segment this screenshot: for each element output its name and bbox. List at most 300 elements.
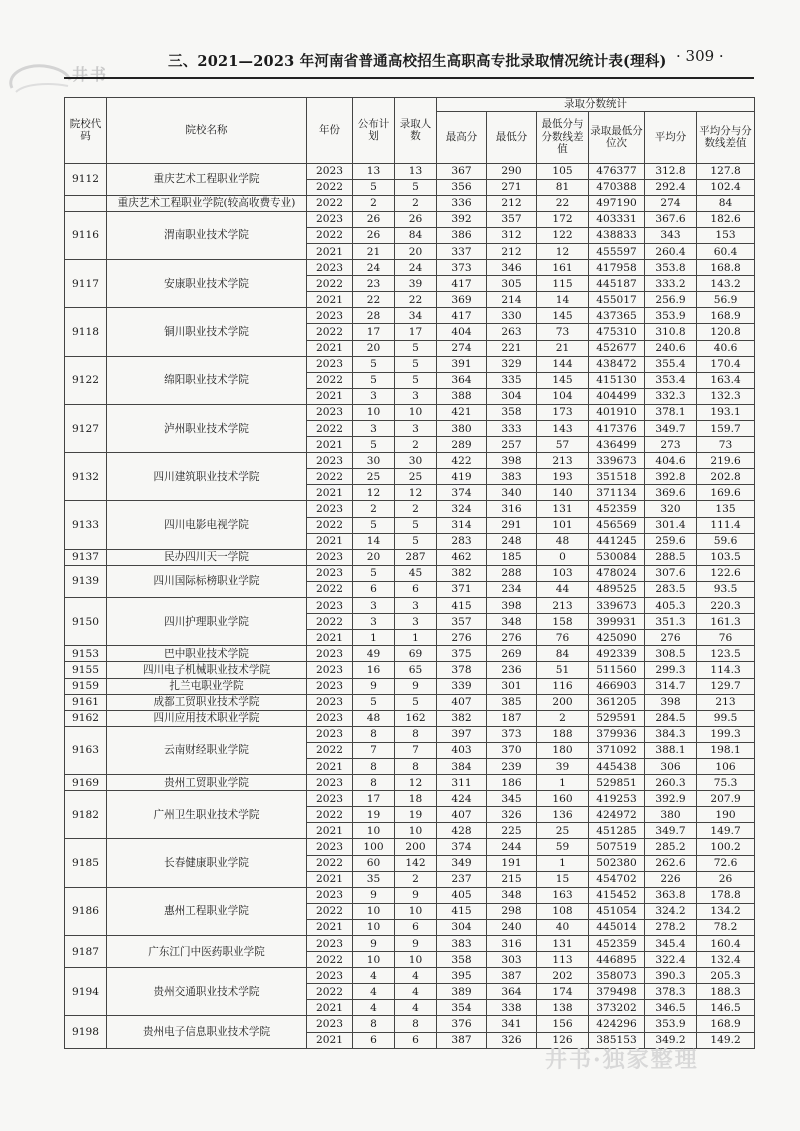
cell-min-rank: 476377 — [589, 163, 645, 179]
header-min-diff: 最低分与分数线差值 — [537, 111, 589, 163]
cell-min-diff: 44 — [537, 581, 589, 597]
cell-min-diff: 40 — [537, 919, 589, 935]
cell-min-rank: 445187 — [589, 276, 645, 292]
footer-watermark: 井书·独家整理 — [545, 1047, 699, 1073]
cell-avg-score: 349.7 — [645, 823, 697, 839]
cell-avg-score: 392.8 — [645, 469, 697, 485]
cell-plan: 7 — [353, 742, 395, 758]
cell-admitted: 3 — [395, 421, 437, 437]
cell-year: 2021 — [307, 758, 353, 774]
cell-min-score: 215 — [487, 871, 537, 887]
cell-plan: 4 — [353, 1000, 395, 1016]
cell-avg-diff: 149.7 — [697, 823, 755, 839]
cell-min-rank: 415130 — [589, 372, 645, 388]
cell-max-score: 428 — [437, 823, 487, 839]
cell-min-rank: 437365 — [589, 308, 645, 324]
school-code: 9139 — [65, 565, 107, 597]
cell-plan: 3 — [353, 388, 395, 404]
cell-min-score: 212 — [487, 195, 537, 211]
cell-avg-diff: 205.3 — [697, 968, 755, 984]
cell-year: 2023 — [307, 710, 353, 726]
school-name: 成都工贸职业技术学院 — [107, 694, 307, 710]
cell-avg-diff: 219.6 — [697, 453, 755, 469]
school-code: 9169 — [65, 775, 107, 791]
school-code: 9132 — [65, 453, 107, 501]
cell-plan: 26 — [353, 211, 395, 227]
cell-admitted: 8 — [395, 758, 437, 774]
cell-min-diff: 144 — [537, 356, 589, 372]
cell-max-score: 283 — [437, 533, 487, 549]
cell-year: 2023 — [307, 404, 353, 420]
school-name: 重庆艺术工程职业学院 — [107, 163, 307, 195]
cell-year: 2023 — [307, 260, 353, 276]
cell-max-score: 314 — [437, 517, 487, 533]
cell-min-diff: 115 — [537, 276, 589, 292]
cell-avg-diff: 143.2 — [697, 276, 755, 292]
header-plan: 公布计划 — [353, 98, 395, 164]
cell-avg-score: 285.2 — [645, 839, 697, 855]
cell-admitted: 5 — [395, 340, 437, 356]
school-code: 9161 — [65, 694, 107, 710]
cell-admitted: 9 — [395, 887, 437, 903]
cell-avg-diff: 56.9 — [697, 292, 755, 308]
school-name: 广东江门中医药职业学院 — [107, 936, 307, 968]
cell-admitted: 8 — [395, 1016, 437, 1032]
cell-min-rank: 456569 — [589, 517, 645, 533]
cell-year: 2021 — [307, 340, 353, 356]
cell-avg-diff: 132.3 — [697, 388, 755, 404]
cell-min-diff: 173 — [537, 404, 589, 420]
cell-admitted: 45 — [395, 565, 437, 581]
cell-year: 2023 — [307, 694, 353, 710]
cell-plan: 10 — [353, 952, 395, 968]
cell-plan: 5 — [353, 179, 395, 195]
cell-max-score: 337 — [437, 243, 487, 259]
cell-avg-diff: 84 — [697, 195, 755, 211]
cell-max-score: 374 — [437, 839, 487, 855]
cell-plan: 8 — [353, 775, 395, 791]
table-row — [65, 598, 755, 614]
cell-min-rank: 529591 — [589, 710, 645, 726]
cell-plan: 25 — [353, 469, 395, 485]
cell-min-rank: 455597 — [589, 243, 645, 259]
cell-year: 2023 — [307, 662, 353, 678]
cell-min-rank: 379936 — [589, 726, 645, 742]
cell-max-score: 369 — [437, 292, 487, 308]
cell-avg-score: 384.3 — [645, 726, 697, 742]
school-name: 云南财经职业学院 — [107, 726, 307, 774]
cell-year: 2021 — [307, 919, 353, 935]
cell-avg-diff: 93.5 — [697, 581, 755, 597]
cell-min-score: 305 — [487, 276, 537, 292]
cell-admitted: 2 — [395, 437, 437, 453]
cell-year: 2023 — [307, 549, 353, 565]
header-avg: 平均分 — [645, 111, 697, 163]
cell-year: 2022 — [307, 276, 353, 292]
cell-max-score: 276 — [437, 630, 487, 646]
cell-year: 2021 — [307, 823, 353, 839]
cell-plan: 8 — [353, 726, 395, 742]
school-code: 9162 — [65, 710, 107, 726]
cell-min-score: 348 — [487, 614, 537, 630]
cell-min-rank: 492339 — [589, 646, 645, 662]
cell-admitted: 9 — [395, 678, 437, 694]
cell-year: 2022 — [307, 227, 353, 243]
cell-min-diff: 174 — [537, 984, 589, 1000]
cell-avg-diff: 106 — [697, 758, 755, 774]
cell-max-score: 405 — [437, 887, 487, 903]
cell-min-diff: 81 — [537, 179, 589, 195]
cell-admitted: 6 — [395, 919, 437, 935]
page-number: · 309 · — [676, 47, 724, 65]
cell-min-diff: 145 — [537, 372, 589, 388]
cell-min-diff: 136 — [537, 807, 589, 823]
cell-min-rank: 452359 — [589, 936, 645, 952]
cell-avg-score: 353.4 — [645, 372, 697, 388]
cell-year: 2022 — [307, 372, 353, 388]
page-title: 三、2021—2023 年河南省普通高校招生高职高专批录取情况统计表(理科) — [168, 53, 667, 70]
table-row — [65, 211, 755, 227]
cell-min-score: 276 — [487, 630, 537, 646]
cell-avg-score: 332.3 — [645, 388, 697, 404]
cell-admitted: 20 — [395, 243, 437, 259]
cell-min-diff: 59 — [537, 839, 589, 855]
cell-avg-score: 355.4 — [645, 356, 697, 372]
cell-avg-score: 301.4 — [645, 517, 697, 533]
cell-admitted: 10 — [395, 823, 437, 839]
cell-year: 2022 — [307, 324, 353, 340]
cell-avg-score: 283.5 — [645, 581, 697, 597]
cell-min-rank: 446895 — [589, 952, 645, 968]
cell-min-diff: 193 — [537, 469, 589, 485]
cell-max-score: 388 — [437, 388, 487, 404]
cell-min-rank: 530084 — [589, 549, 645, 565]
cell-min-score: 316 — [487, 501, 537, 517]
cell-min-diff: 51 — [537, 662, 589, 678]
cell-min-diff: 188 — [537, 726, 589, 742]
cell-year: 2022 — [307, 421, 353, 437]
cell-avg-diff: 111.4 — [697, 517, 755, 533]
cell-min-rank: 371134 — [589, 485, 645, 501]
cell-admitted: 65 — [395, 662, 437, 678]
cell-plan: 6 — [353, 581, 395, 597]
cell-plan: 30 — [353, 453, 395, 469]
cell-avg-score: 310.8 — [645, 324, 697, 340]
cell-avg-diff: 160.4 — [697, 936, 755, 952]
cell-max-score: 392 — [437, 211, 487, 227]
cell-admitted: 287 — [395, 549, 437, 565]
table-body — [65, 163, 755, 1048]
cell-plan: 5 — [353, 437, 395, 453]
cell-min-score: 312 — [487, 227, 537, 243]
cell-min-score: 364 — [487, 984, 537, 1000]
cell-max-score: 373 — [437, 260, 487, 276]
cell-year: 2023 — [307, 678, 353, 694]
school-name: 贵州交通职业技术学院 — [107, 968, 307, 1016]
cell-min-diff: 2 — [537, 710, 589, 726]
cell-min-score: 225 — [487, 823, 537, 839]
school-code: 9118 — [65, 308, 107, 356]
cell-min-score: 212 — [487, 243, 537, 259]
cell-max-score: 356 — [437, 179, 487, 195]
cell-max-score: 375 — [437, 646, 487, 662]
school-code: 9112 — [65, 163, 107, 195]
cell-plan: 17 — [353, 791, 395, 807]
cell-year: 2022 — [307, 903, 353, 919]
cell-admitted: 34 — [395, 308, 437, 324]
cell-year: 2023 — [307, 308, 353, 324]
school-name: 四川国际标榜职业学院 — [107, 565, 307, 597]
cell-avg-diff: 149.2 — [697, 1032, 755, 1048]
cell-min-score: 185 — [487, 549, 537, 565]
cell-avg-score: 345.4 — [645, 936, 697, 952]
cell-year: 2021 — [307, 292, 353, 308]
admission-stats-table — [64, 97, 755, 1049]
cell-year: 2021 — [307, 533, 353, 549]
cell-year: 2021 — [307, 437, 353, 453]
cell-avg-score: 292.4 — [645, 179, 697, 195]
header-year: 年份 — [307, 98, 353, 164]
cell-min-rank: 529851 — [589, 775, 645, 791]
school-code: 9137 — [65, 549, 107, 565]
table-row — [65, 163, 755, 179]
school-name: 绵阳职业技术学院 — [107, 356, 307, 404]
cell-max-score: 382 — [437, 565, 487, 581]
cell-avg-diff: 73 — [697, 437, 755, 453]
cell-min-diff: 202 — [537, 968, 589, 984]
cell-min-score: 288 — [487, 565, 537, 581]
cell-plan: 2 — [353, 501, 395, 517]
cell-min-score: 186 — [487, 775, 537, 791]
cell-min-diff: 161 — [537, 260, 589, 276]
cell-min-diff: 156 — [537, 1016, 589, 1032]
cell-min-rank: 339673 — [589, 453, 645, 469]
cell-avg-score: 378.1 — [645, 404, 697, 420]
table-row — [65, 694, 755, 710]
cell-max-score: 407 — [437, 694, 487, 710]
cell-min-diff: 163 — [537, 887, 589, 903]
cell-avg-diff: 99.5 — [697, 710, 755, 726]
cell-min-rank: 361205 — [589, 694, 645, 710]
cell-plan: 6 — [353, 1032, 395, 1048]
cell-min-score: 346 — [487, 260, 537, 276]
cell-year: 2023 — [307, 453, 353, 469]
cell-min-diff: 0 — [537, 549, 589, 565]
cell-min-diff: 131 — [537, 501, 589, 517]
cell-plan: 8 — [353, 1016, 395, 1032]
cell-min-diff: 126 — [537, 1032, 589, 1048]
cell-min-score: 398 — [487, 598, 537, 614]
cell-admitted: 162 — [395, 710, 437, 726]
cell-min-rank: 438833 — [589, 227, 645, 243]
cell-avg-diff: 103.5 — [697, 549, 755, 565]
cell-avg-diff: 188.3 — [697, 984, 755, 1000]
cell-min-score: 358 — [487, 404, 537, 420]
cell-min-diff: 48 — [537, 533, 589, 549]
school-code — [65, 195, 107, 211]
cell-plan: 5 — [353, 517, 395, 533]
cell-max-score: 422 — [437, 453, 487, 469]
cell-avg-diff: 59.6 — [697, 533, 755, 549]
cell-min-score: 326 — [487, 1032, 537, 1048]
cell-avg-diff: 161.3 — [697, 614, 755, 630]
cell-min-diff: 1 — [537, 855, 589, 871]
table-row — [65, 678, 755, 694]
school-name: 长春健康职业学院 — [107, 839, 307, 887]
cell-max-score: 404 — [437, 324, 487, 340]
cell-year: 2021 — [307, 485, 353, 501]
cell-avg-diff: 198.1 — [697, 742, 755, 758]
header-min: 最低分 — [487, 111, 537, 163]
cell-min-rank: 417376 — [589, 421, 645, 437]
cell-admitted: 39 — [395, 276, 437, 292]
school-name: 惠州工程职业学院 — [107, 887, 307, 935]
cell-avg-score: 353.9 — [645, 308, 697, 324]
cell-admitted: 17 — [395, 324, 437, 340]
cell-plan: 49 — [353, 646, 395, 662]
school-code: 9117 — [65, 260, 107, 308]
cell-min-score: 304 — [487, 388, 537, 404]
cell-min-rank: 358073 — [589, 968, 645, 984]
cell-min-diff: 180 — [537, 742, 589, 758]
cell-min-score: 257 — [487, 437, 537, 453]
cell-avg-score: 284.5 — [645, 710, 697, 726]
cell-admitted: 2 — [395, 501, 437, 517]
cell-year: 2022 — [307, 517, 353, 533]
table-row — [65, 775, 755, 791]
cell-avg-diff: 168.9 — [697, 1016, 755, 1032]
cell-plan: 13 — [353, 163, 395, 179]
cell-min-rank: 502380 — [589, 855, 645, 871]
cell-year: 2023 — [307, 887, 353, 903]
cell-max-score: 289 — [437, 437, 487, 453]
cell-max-score: 324 — [437, 501, 487, 517]
cell-admitted: 6 — [395, 1032, 437, 1048]
school-code: 9127 — [65, 404, 107, 452]
cell-min-diff: 1 — [537, 775, 589, 791]
cell-year: 2021 — [307, 388, 353, 404]
cell-max-score: 407 — [437, 807, 487, 823]
cell-year: 2023 — [307, 501, 353, 517]
cell-admitted: 3 — [395, 598, 437, 614]
cell-admitted: 22 — [395, 292, 437, 308]
cell-min-rank: 470388 — [589, 179, 645, 195]
cell-year: 2023 — [307, 211, 353, 227]
cell-year: 2021 — [307, 871, 353, 887]
cell-admitted: 84 — [395, 227, 437, 243]
school-code: 9185 — [65, 839, 107, 887]
cell-plan: 16 — [353, 662, 395, 678]
cell-avg-diff: 170.4 — [697, 356, 755, 372]
cell-avg-diff: 182.6 — [697, 211, 755, 227]
cell-admitted: 69 — [395, 646, 437, 662]
cell-admitted: 6 — [395, 581, 437, 597]
cell-min-diff: 21 — [537, 340, 589, 356]
table-row — [65, 662, 755, 678]
school-code: 9186 — [65, 887, 107, 935]
cell-min-score: 187 — [487, 710, 537, 726]
cell-min-diff: 73 — [537, 324, 589, 340]
school-name: 泸州职业技术学院 — [107, 404, 307, 452]
cell-plan: 1 — [353, 630, 395, 646]
cell-avg-diff: 76 — [697, 630, 755, 646]
cell-max-score: 237 — [437, 871, 487, 887]
cell-admitted: 24 — [395, 260, 437, 276]
table-row — [65, 887, 755, 903]
cell-admitted: 5 — [395, 372, 437, 388]
cell-avg-score: 333.2 — [645, 276, 697, 292]
cell-plan: 5 — [353, 694, 395, 710]
cell-admitted: 5 — [395, 533, 437, 549]
cell-year: 2023 — [307, 565, 353, 581]
cell-min-diff: 15 — [537, 871, 589, 887]
table-row — [65, 710, 755, 726]
school-code: 9182 — [65, 791, 107, 839]
cell-avg-score: 353.9 — [645, 1016, 697, 1032]
cell-max-score: 376 — [437, 1016, 487, 1032]
cell-avg-score: 380 — [645, 807, 697, 823]
cell-avg-score: 378.3 — [645, 984, 697, 1000]
cell-admitted: 18 — [395, 791, 437, 807]
cell-min-diff: 140 — [537, 485, 589, 501]
cell-admitted: 4 — [395, 1000, 437, 1016]
cell-plan: 24 — [353, 260, 395, 276]
cell-max-score: 384 — [437, 758, 487, 774]
cell-max-score: 358 — [437, 952, 487, 968]
cell-admitted: 10 — [395, 952, 437, 968]
cell-plan: 12 — [353, 485, 395, 501]
cell-avg-score: 405.3 — [645, 598, 697, 614]
cell-min-score: 240 — [487, 919, 537, 935]
cell-min-rank: 475310 — [589, 324, 645, 340]
cell-min-score: 341 — [487, 1016, 537, 1032]
cell-max-score: 421 — [437, 404, 487, 420]
cell-admitted: 9 — [395, 936, 437, 952]
cell-min-diff: 22 — [537, 195, 589, 211]
cell-admitted: 13 — [395, 163, 437, 179]
school-name: 广州卫生职业技术学院 — [107, 791, 307, 839]
cell-max-score: 403 — [437, 742, 487, 758]
cell-min-score: 234 — [487, 581, 537, 597]
cell-avg-score: 363.8 — [645, 887, 697, 903]
cell-avg-score: 307.6 — [645, 565, 697, 581]
cell-min-diff: 113 — [537, 952, 589, 968]
school-name: 四川建筑职业技术学院 — [107, 453, 307, 501]
cell-min-diff: 101 — [537, 517, 589, 533]
cell-avg-diff: 169.6 — [697, 485, 755, 501]
cell-avg-score: 398 — [645, 694, 697, 710]
table-row — [65, 195, 755, 211]
cell-plan: 2 — [353, 195, 395, 211]
cell-plan: 10 — [353, 903, 395, 919]
cell-max-score: 382 — [437, 710, 487, 726]
cell-max-score: 357 — [437, 614, 487, 630]
cell-admitted: 10 — [395, 404, 437, 420]
table-row — [65, 565, 755, 581]
cell-year: 2022 — [307, 179, 353, 195]
cell-min-diff: 213 — [537, 453, 589, 469]
cell-min-rank: 455017 — [589, 292, 645, 308]
cell-admitted: 12 — [395, 485, 437, 501]
cell-admitted: 2 — [395, 871, 437, 887]
logo-text: 井书 — [72, 65, 109, 84]
cell-avg-diff: 134.2 — [697, 903, 755, 919]
cell-min-rank: 466903 — [589, 678, 645, 694]
cell-min-score: 335 — [487, 372, 537, 388]
cell-admitted: 10 — [395, 903, 437, 919]
cell-min-score: 301 — [487, 678, 537, 694]
cell-plan: 20 — [353, 549, 395, 565]
